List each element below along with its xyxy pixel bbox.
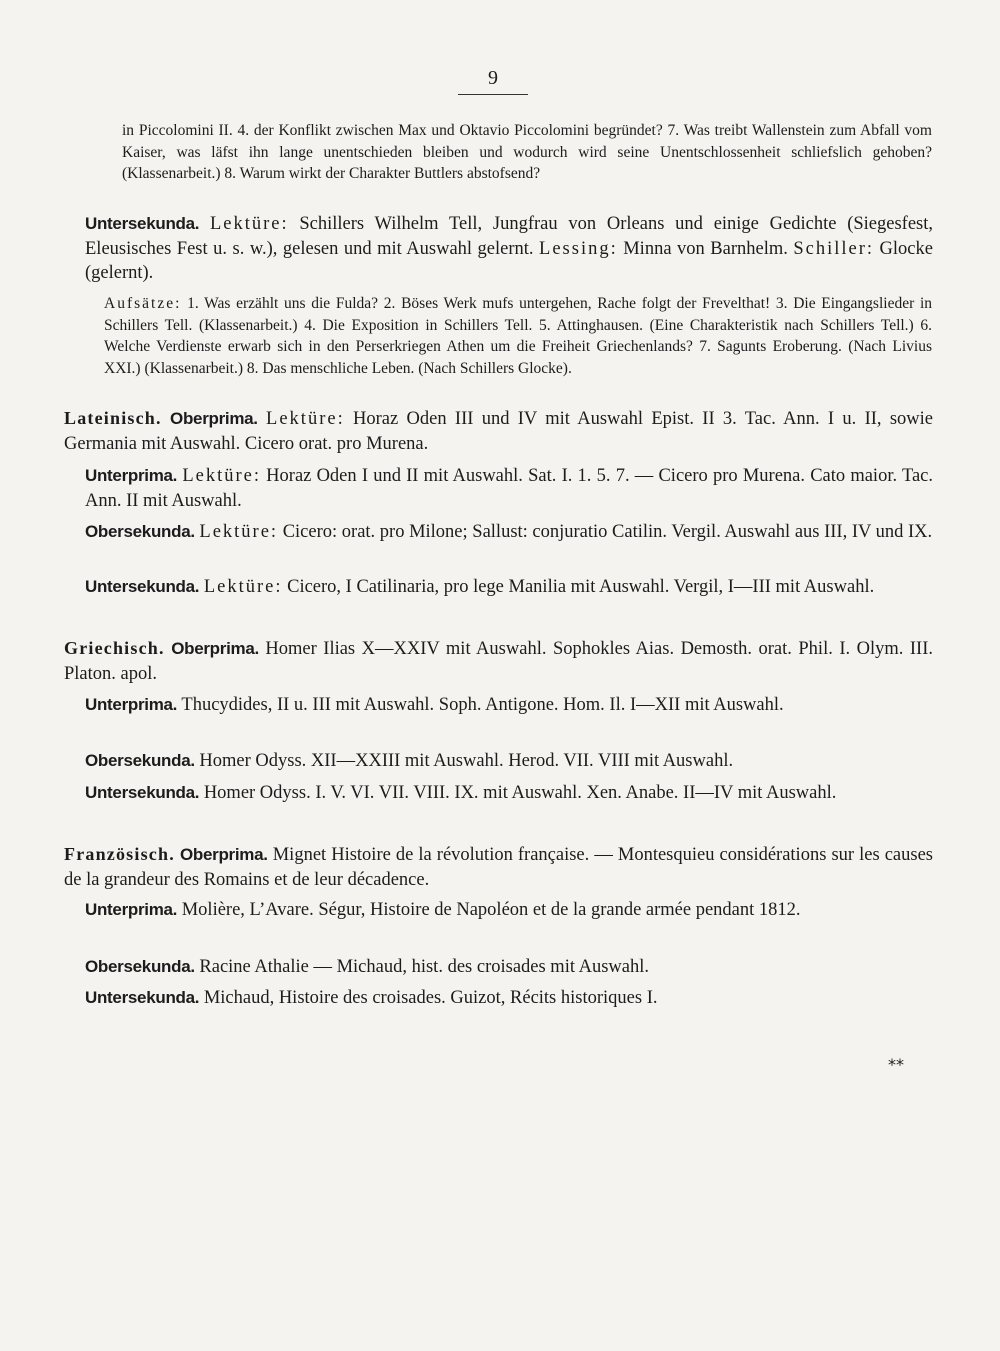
section-heading: Untersekunda. [85, 783, 200, 802]
section-text: Schillers Wilhelm Tell, Jungfrau von Orleans und einige Gedichte (Siegesfest, Eleusisches Fest u. s. w.), gelesen und mit Auswahl gelernt. [85, 214, 933, 259]
section-franzoesisch-oberprima [64, 842, 933, 892]
section-heading: Untersekunda. [85, 214, 200, 233]
section-text: Molière, L’Avare. Ségur, Histoire de Napoléon et de la grande armée pendant 1812. [177, 900, 801, 920]
subject-heading: Griechisch. [64, 638, 165, 658]
section-heading: Untersekunda. [85, 577, 200, 596]
section-latein-untersekunda [85, 575, 933, 600]
section-text: Horaz Oden III und IV mit Auswahl Epist. II 3. Tac. Ann. I u. II, sowie Germania mit Auswahl. Cicero orat. pro Murena. [64, 409, 933, 454]
subject-heading: Lateinisch. [64, 408, 162, 428]
section-text: Homer Odyss. I. V. VI. VII. VIII. IX. mit Auswahl. Xen. Anabe. II—IV mit Auswahl. [199, 783, 837, 803]
section-heading: Unterprima. [85, 900, 178, 919]
section-text: Mignet Histoire de la révolution française. — Montesquieu considérations sur les causes de la grandeur des Romains et de leur décadence. [64, 845, 934, 890]
aufsaetze-label: Aufsätze: [104, 295, 182, 312]
section-text: Homer Ilias X—XXIV mit Auswahl. Sophokles Aias. Demosth. orat. Phil. I. Olym. III. Platon. apol. [64, 639, 934, 684]
section-text: Michaud, Histoire des croisades. Guizot, Récits historiques I. [199, 988, 658, 1008]
section-text: Cicero, I Catilinaria, pro lege Manilia mit Auswahl. Vergil, I—III mit Auswahl. [282, 577, 875, 597]
section-text: Glocke (gelernt). [85, 238, 933, 283]
section-text: Cicero: orat. pro Milone; Sallust: conjuratio Catilin. Vergil. Auswahl aus III, IV und IX. [278, 522, 933, 542]
section-text: Racine Athalie — Michaud, hist. des croisades mit Auswahl. [194, 957, 649, 977]
lekture-label: Lektüre: [266, 409, 345, 429]
section-franzoesisch-unterprima [85, 898, 933, 923]
section-heading: Obersekunda. [85, 957, 195, 976]
section-text: Thucydides, II u. III mit Auswahl. Soph. Antigone. Hom. Il. I—XII mit Auswahl. [177, 695, 784, 715]
section-heading: Oberprima. [179, 845, 268, 864]
aufsaetze-paragraph [104, 293, 932, 379]
section-heading: Obersekunda. [85, 522, 195, 541]
lekture-label: Lektüre: [203, 577, 283, 597]
section-franzoesisch-untersekunda [85, 986, 933, 1011]
lekture-label: Lektüre: [199, 522, 279, 542]
section-griechisch-untersekunda [85, 781, 933, 806]
subject-heading: Französisch. [64, 844, 175, 864]
continuation-paragraph: in Piccolomini II. 4. der Konflikt zwischen Max und Oktavio Piccolomini begründet? 7. Was treibt Wallenstein zum Abfall vom Kaiser, was läfst ihn lange unentschieden bleiben und wodurch wird seine Unentschlossenheit schliefslich gehoben? (Klassenarbeit.) 8. Warum wirkt der Charakter Buttlers abstofsend? [122, 122, 932, 182]
section-heading: Unterprima. [85, 695, 178, 714]
section-griechisch-oberprima [64, 636, 933, 686]
section-latein-oberprima [64, 406, 933, 456]
section-griechisch-obersekunda [85, 749, 933, 774]
lekture-label: Lektüre: [182, 466, 261, 486]
schiller-label: Schiller: [793, 238, 875, 259]
section-heading: Oberprima. [170, 409, 258, 428]
page-number-rule [458, 94, 528, 95]
section-heading: Untersekunda. [85, 988, 200, 1007]
section-latein-obersekunda [85, 520, 933, 545]
asterisks-mark: ** [888, 1055, 904, 1074]
section-untersekunda-deutsch [85, 212, 933, 286]
aufsaetze-text: 1. Was erzählt uns die Fulda? 2. Böses Werk mufs untergehen, Rache folgt der Frevelthat! 3. Die Eingangslieder in Schillers Tell. (Klassenarbeit.) 4. Die Exposition in Schillers Tell. 5. Attinghausen. (Eine Charakteristik nach Schillers Tell.) 6. Welche Verdienste erwarb sich in den Perserkriegen Athen um die Freiheit Griechenlands? 7. Sagunts Eroberung. (Nach Livius XXI.) (Klassenarbeit.) 8. Das menschliche Leben. (Nach Schillers Glocke). [104, 295, 932, 377]
section-heading: Unterprima. [85, 466, 178, 485]
lessing-label: Lessing: [539, 238, 618, 259]
section-text: Minna von Barnhelm. [617, 238, 794, 259]
section-heading: Obersekunda. [85, 751, 195, 770]
section-griechisch-unterprima [85, 693, 933, 718]
section-latein-unterprima [85, 464, 933, 513]
page-number: 9 [488, 67, 498, 89]
lekture-label: Lektüre: [209, 214, 289, 234]
section-franzoesisch-obersekunda [85, 955, 933, 980]
section-text: Horaz Oden I und II mit Auswahl. Sat. I. 1. 5. 7. — Cicero pro Murena. Cato maior. Tac. Ann. II mit Auswahl. [85, 466, 934, 511]
section-text: Homer Odyss. XII—XXIII mit Auswahl. Herod. VII. VIII mit Auswahl. [194, 751, 734, 771]
section-heading: Oberprima. [171, 639, 259, 658]
